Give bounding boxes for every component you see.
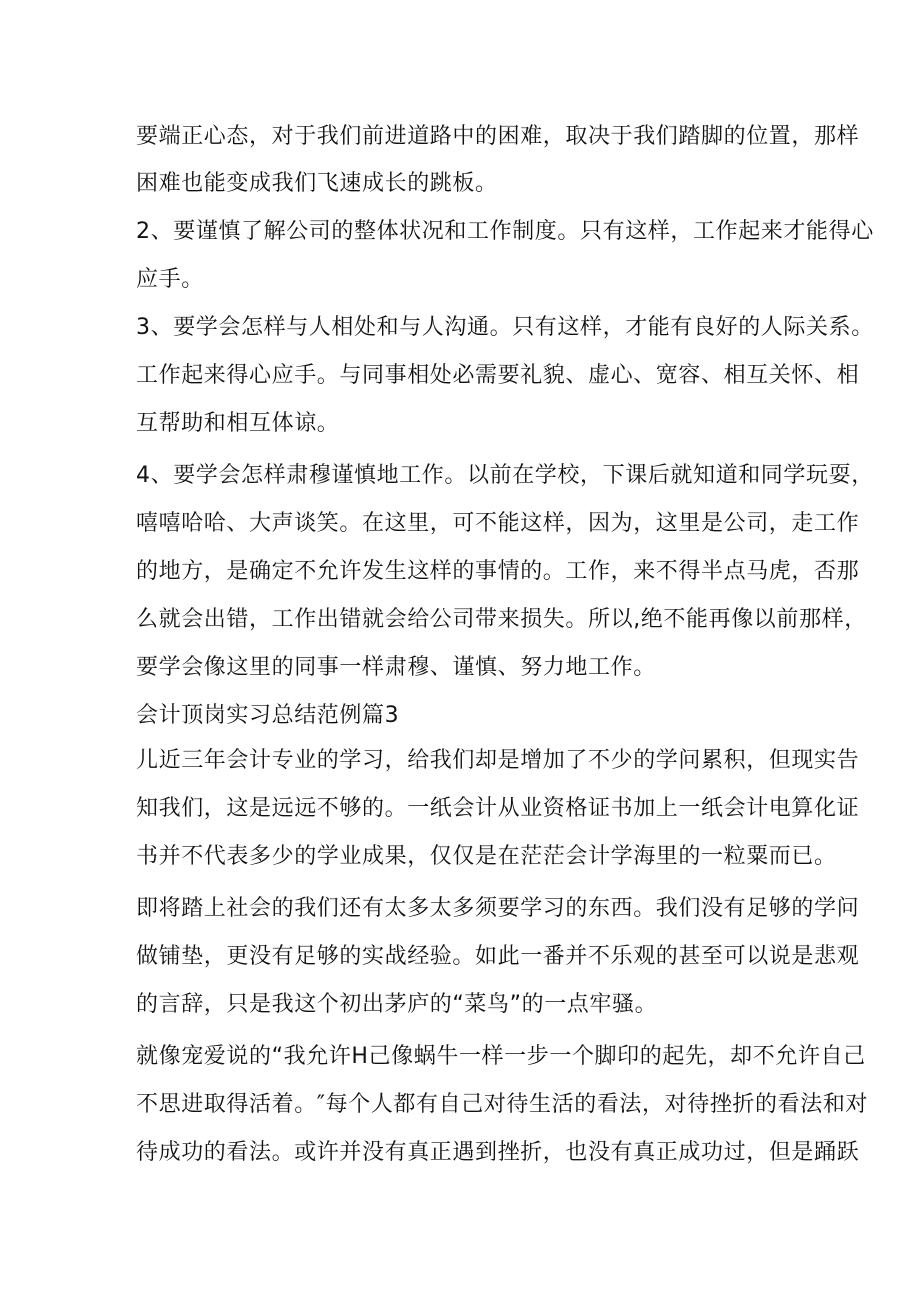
text-line: 的言辞，只是我这个初出茅庐的“菜鸟”的一点牢骚。 (136, 992, 658, 1017)
text-line: 2、要谨慎了解公司的整体状况和工作制度。只有这样，工作起来才能得心 (136, 219, 874, 244)
text-line: 做铺垫，更没有足够的实战经验。如此一番并不乐观的甚至可以说是悲观 (136, 944, 860, 969)
text-line: 知我们，这是远远不够的。一纸会计从业资格证书加上一纸会计电算化证 (136, 796, 860, 821)
text-line: 3、要学会怎样与人相处和与人沟通。只有这样，才能有良好的人际关系。 (136, 315, 874, 340)
text-line: 么就会出错，工作出错就会给公司带来损失。所以,绝不能再像以前那样， (136, 607, 867, 632)
text-line: 互帮助和相互体谅。 (136, 411, 340, 436)
text-line: 应手。 (136, 267, 204, 292)
text-line: 要学会像这里的同事一样肃穆、谨慎、努力地工作。 (136, 655, 656, 680)
text-line: 即将踏上社会的我们还有太多太多须要学习的东西。我们没有足够的学问 (136, 896, 860, 921)
text-line: 不思进取得活着。″每个人都有自己对待生活的看法，对待挫折的看法和对 (136, 1092, 869, 1117)
text-line: 书并不代表多少的学业成果，仅仅是在茫茫会计学海里的一粒粟而已。 (136, 844, 837, 869)
text-line: 嘻嘻哈哈、大声谈笑。在这里，可不能这样，因为，这里是公司，走工作 (136, 511, 860, 536)
text-line: 工作起来得心应手。与同事相处必需要礼貌、虚心、宽容、相互关怀、相 (136, 363, 860, 388)
text-line: 4、要学会怎样肃穆谨慎地工作。以前在学校，下课后就知道和同学玩耍， (136, 463, 874, 488)
text-line: 就像宠爱说的“我允许H己像蜗牛一样一步一个脚印的起先，却不允许自己 (136, 1044, 866, 1069)
text-line: 的地方，是确定不允许发生这样的事情的。工作，来不得半点马虎，否那 (136, 559, 860, 584)
text-line: 要端正心态，对于我们前进道路中的困难，取决于我们踏脚的位置，那样 (136, 124, 860, 149)
text-line: 待成功的看法。或许并没有真正遇到挫折，也没有真正成功过，但是踊跃 (136, 1140, 860, 1165)
text-line: 儿近三年会计专业的学习，给我们却是增加了不少的学问累积，但现实告 (136, 748, 860, 773)
text-line: 困难也能变成我们飞速成长的跳板。 (136, 171, 498, 196)
section-heading: 会计顶岗实习总结范例篇3 (136, 703, 400, 728)
